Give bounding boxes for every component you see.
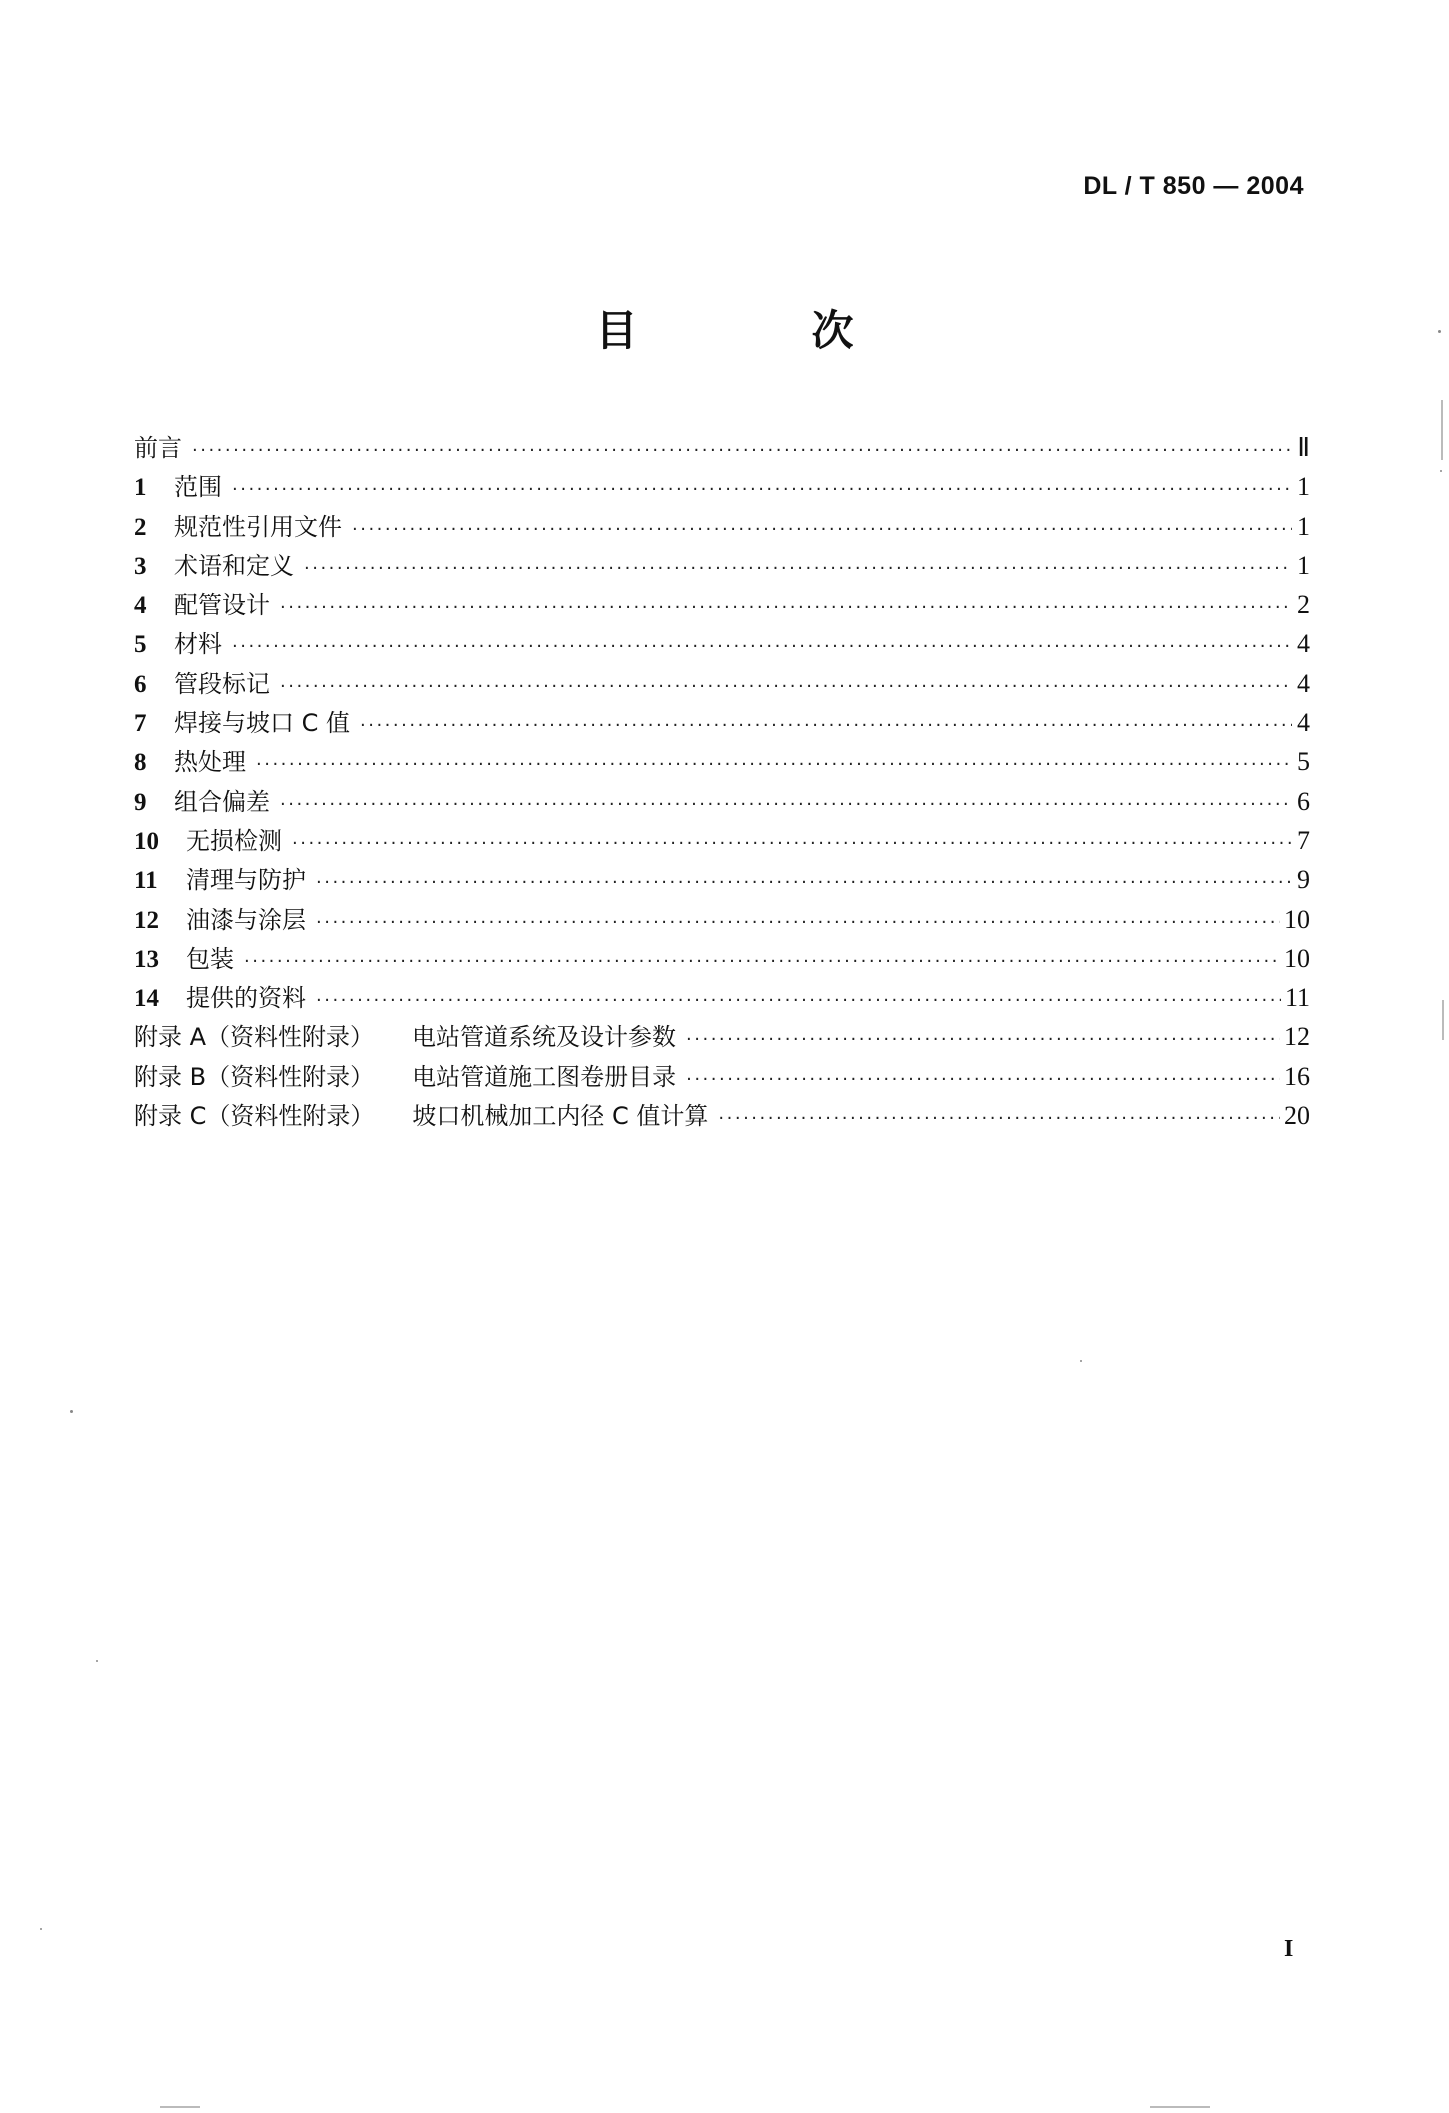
toc-appendix-entry[interactable] [134, 1017, 1310, 1056]
toc-entry-page: 7 [1297, 825, 1310, 855]
toc-leader-dots [280, 588, 1292, 627]
toc-leader-dots [232, 627, 1292, 666]
toc-entry-number: 7 [134, 710, 147, 738]
appendix-label: 附录 B（资料性附录） [134, 1062, 375, 1091]
scan-speck [1440, 470, 1442, 472]
toc-entry-number: 13 [134, 945, 159, 973]
toc-entry-page: 11 [1284, 983, 1310, 1013]
toc-entry-number: 10 [134, 827, 159, 855]
toc-entry-page: 10 [1284, 904, 1310, 934]
toc-entry-number: 12 [134, 906, 159, 934]
toc-leader-dots [686, 1060, 1280, 1099]
scan-speck [1080, 1360, 1082, 1362]
toc-entry-number: 4 [134, 592, 147, 620]
toc-entry-page: 1 [1297, 550, 1310, 580]
toc-leader-dots [292, 824, 1292, 863]
toc-entry-label: 油漆与涂层 [186, 905, 306, 934]
toc-entry-number: 8 [134, 749, 147, 777]
toc-entry-label: 范围 [174, 473, 222, 502]
toc-leader-dots [316, 863, 1292, 902]
toc-entry[interactable] [134, 467, 1310, 506]
toc-entry-number: 14 [134, 985, 159, 1013]
toc-leader-dots [256, 745, 1292, 784]
toc-entry-label: 规范性引用文件 [174, 512, 342, 541]
toc-entry[interactable] [134, 428, 1310, 467]
toc-leader-dots [360, 706, 1292, 745]
toc-leader-dots [280, 667, 1292, 706]
toc-entry-number: 1 [134, 474, 147, 502]
toc-appendix-entry[interactable] [134, 1096, 1310, 1135]
toc-entry-page: 4 [1297, 629, 1310, 659]
page-number: I [1284, 1936, 1294, 1962]
toc-entry-number: 5 [134, 631, 147, 659]
toc-entry[interactable] [134, 782, 1310, 821]
toc-entry-number: 11 [134, 867, 158, 895]
scan-edge-mark [1442, 1000, 1444, 1040]
toc-entry-label: 管段标记 [174, 669, 270, 698]
toc-leader-dots [352, 510, 1292, 549]
toc-entry-label: 材料 [174, 630, 222, 659]
appendix-title: 电站管道施工图卷册目录 [412, 1062, 677, 1091]
toc-entry-label: 前言 [134, 434, 182, 462]
toc-entry[interactable] [134, 742, 1310, 781]
appendix-label: 附录 A（资料性附录） [134, 1023, 375, 1052]
toc-leader-dots [304, 549, 1292, 588]
toc-entry-page: 10 [1284, 943, 1310, 973]
toc-entry-label: 配管设计 [174, 591, 270, 620]
table-of-contents [134, 428, 1310, 1135]
scan-edge-mark [1150, 2106, 1210, 2108]
toc-leader-dots [280, 785, 1292, 824]
toc-entry[interactable] [134, 624, 1310, 663]
toc-entry-label: 提供的资料 [186, 984, 306, 1013]
toc-entry[interactable] [134, 978, 1310, 1017]
toc-entry-number: 3 [134, 552, 147, 580]
toc-entry[interactable] [134, 546, 1310, 585]
toc-entry-label: 包装 [186, 944, 234, 973]
toc-leader-dots [718, 1099, 1280, 1138]
toc-entry[interactable] [134, 821, 1310, 860]
toc-entry-label: 组合偏差 [174, 787, 270, 816]
page-title: 目 次 [595, 306, 920, 355]
toc-leader-dots [232, 470, 1292, 509]
toc-leader-dots [244, 942, 1280, 981]
toc-entry[interactable] [134, 900, 1310, 939]
appendix-label: 附录 C（资料性附录） [134, 1102, 375, 1131]
toc-entry[interactable] [134, 507, 1310, 546]
toc-leader-dots [192, 431, 1292, 470]
appendix-page: 16 [1284, 1061, 1310, 1091]
appendix-page: 12 [1284, 1022, 1310, 1052]
toc-entry-page: 1 [1297, 511, 1310, 541]
toc-leader-dots [316, 981, 1281, 1020]
appendix-title: 坡口机械加工内径 C 值计算 [412, 1102, 709, 1131]
toc-entry[interactable] [134, 664, 1310, 703]
appendix-title: 电站管道系统及设计参数 [412, 1023, 677, 1052]
toc-entry-label: 清理与防护 [186, 866, 306, 895]
toc-entry-page: 1 [1297, 472, 1310, 502]
toc-entry-page: 4 [1297, 668, 1310, 698]
toc-entry-label: 焊接与坡口 C 值 [174, 709, 351, 738]
toc-entry[interactable] [134, 939, 1310, 978]
standard-code: DL / T 850 — 2004 [1083, 172, 1304, 200]
toc-entry-page: 9 [1297, 865, 1310, 895]
scan-edge-mark [160, 2106, 200, 2108]
toc-entry-page: 5 [1297, 747, 1310, 777]
scan-speck [1438, 330, 1441, 333]
toc-entry-label: 术语和定义 [174, 551, 294, 580]
toc-entry-label: 无损检测 [186, 826, 282, 855]
toc-entry-number: 2 [134, 513, 147, 541]
scan-speck [96, 1660, 98, 1662]
appendix-page: 20 [1284, 1101, 1310, 1131]
toc-leader-dots [316, 903, 1280, 942]
toc-entry-page: 4 [1297, 708, 1310, 738]
scan-edge-mark [1441, 400, 1443, 460]
toc-entry[interactable] [134, 585, 1310, 624]
toc-entry-page: 6 [1297, 786, 1310, 816]
toc-entry-number: 6 [134, 670, 147, 698]
scan-speck [40, 1928, 42, 1930]
toc-entry[interactable] [134, 860, 1310, 899]
toc-leader-dots [686, 1020, 1280, 1059]
toc-entry[interactable] [134, 703, 1310, 742]
toc-entry-number: 9 [134, 788, 147, 816]
toc-entry-label: 热处理 [174, 748, 246, 777]
toc-entry-page: Ⅱ [1297, 433, 1310, 462]
toc-entry-page: 2 [1297, 590, 1310, 620]
toc-appendix-entry[interactable] [134, 1057, 1310, 1096]
scan-speck [70, 1410, 73, 1413]
